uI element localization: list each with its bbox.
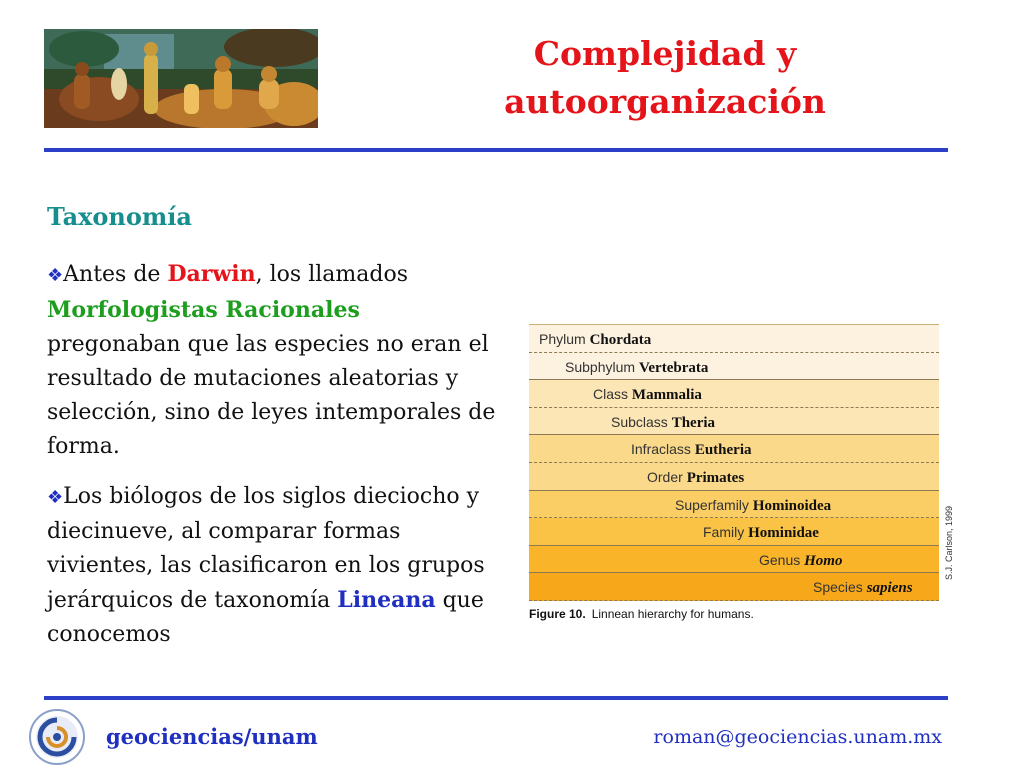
figure-caption-text: Linnean hierarchy for humans. [591, 607, 754, 621]
diamond-bullet-icon: ❖ [47, 265, 64, 286]
taxon-name: Eutheria [694, 442, 752, 459]
rank-label: Genus [759, 551, 805, 568]
morfologistas-term: Morfologistas Racionales [47, 297, 360, 323]
taxon-name: Primates [686, 470, 745, 486]
rank-label: Subclass [611, 413, 672, 430]
rank-label: Species [813, 579, 867, 596]
figure-credit [943, 494, 955, 598]
rank-row [529, 353, 939, 381]
bullet-text: , los llamados [255, 262, 408, 287]
taxon-name: Vertebrata [638, 359, 709, 376]
rank-row [529, 491, 939, 519]
bullet-item [47, 257, 507, 464]
rank-row [529, 408, 939, 436]
taxon-name: Hominidae [748, 525, 819, 542]
top-divider [44, 148, 948, 152]
rank-label: Order [647, 469, 687, 485]
slide-title-line2: autoorganización [504, 82, 826, 121]
taxon-name: Homo [804, 552, 843, 569]
bottom-divider [44, 696, 948, 700]
geociencias-logo [28, 708, 86, 766]
slide-title [440, 30, 890, 126]
rank-row [529, 546, 939, 574]
rank-label: Family [703, 524, 749, 541]
header-painting [44, 29, 318, 128]
rank-row [529, 380, 939, 408]
rank-row [529, 573, 939, 601]
rank-label: Superfamily [675, 496, 753, 513]
taxon-name: Mammalia [631, 387, 702, 404]
rank-row [529, 518, 939, 546]
slide-title-line1: Complejidad y [533, 34, 797, 73]
rank-label: Phylum [539, 331, 590, 347]
rank-table [529, 324, 939, 601]
darwin-term: Darwin [167, 261, 256, 287]
rank-label: Subphylum [565, 358, 639, 375]
rank-row [529, 325, 939, 353]
rank-label: Infraclass [631, 441, 695, 458]
bullet-text: pregonaban que las especies no eran el resultado de mutaciones aleatorias y selección, sino de leyes intemporales de forma. [47, 332, 496, 459]
diamond-bullet-icon: ❖ [47, 487, 64, 508]
lineana-term: Lineana [337, 587, 436, 613]
bullet-text: Los biólogos de los siglos dieciocho y diecinueve, al comparar formas vivientes, las clasificaron en los grupos jerárquicos de taxonomía [47, 484, 485, 613]
rank-label: Class [593, 386, 632, 403]
taxon-name: Hominoidea [752, 497, 832, 514]
section-heading: Taxonomía [47, 202, 192, 231]
bullet-text: que conocemos [47, 588, 484, 647]
taxon-name: Chordata [589, 332, 652, 348]
taxon-name: Theria [671, 414, 716, 431]
rank-row [529, 435, 939, 463]
figure-caption [529, 607, 754, 621]
taxon-name: sapiens [866, 580, 913, 597]
bullet-list [47, 257, 507, 668]
rank-row [529, 463, 939, 491]
painting-illustration [44, 29, 318, 128]
figure-credit-text: S.J. Carlson, 1999 [944, 505, 954, 581]
figure-caption-label: Figure 10. [529, 607, 586, 621]
spiral-logo-icon [28, 708, 86, 766]
bullet-text: Antes de [63, 262, 168, 287]
footer-email[interactable]: roman@geociencias.unam.mx [653, 726, 942, 748]
bullet-item [47, 480, 507, 652]
footer-institution: geociencias/unam [106, 724, 318, 749]
